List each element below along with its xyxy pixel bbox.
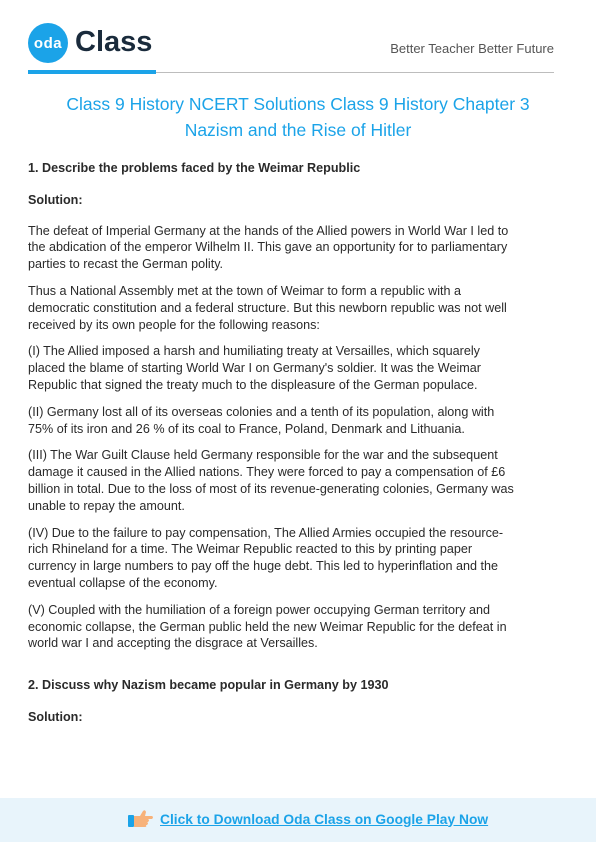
paragraph: The defeat of Imperial Germany at the hands of the Allied powers in World War I led to the abdication of the emperor Wilhelm II. This gave an opportunity for to parliamentary parties to recast the German polity. — [28, 223, 509, 272]
title-line-2: Nazism and the Rise of Hitler — [184, 120, 412, 140]
footer-banner — [0, 798, 596, 842]
solution-label-2: Solution: — [28, 709, 83, 724]
solution-label-1: Solution: — [28, 192, 83, 207]
question-2: 2. Discuss why Nazism became popular in Germany by 1930 — [28, 678, 389, 693]
header-divider — [156, 72, 554, 73]
question-1: 1. Describe the problems faced by the Weimar Republic — [28, 161, 361, 175]
paragraph: (I) The Allied imposed a harsh and humiliating treaty at Versailles, which squarely placed the blame of starting World War I on Germany's soldier. It was the Weimar Republic that signed the treaty much to the displeasure of the German populace. — [28, 344, 481, 392]
paragraph: (III) The War Guilt Clause held Germany responsible for the war and the subsequent damage it caused in the Allied nations. They were forced to pay a compensation of £6 billion in total. Due to the loss of most of its revenue-generating colonies, Germany was unable to repay the amount. — [28, 448, 514, 513]
page-title — [30, 91, 566, 143]
download-link[interactable] — [128, 808, 488, 830]
tagline: Better Teacher Better Future — [390, 41, 554, 56]
page-header — [0, 0, 596, 80]
paragraph: Thus a National Assembly met at the town of Weimar to form a republic with a democratic constitution and a federal structure. But this newborn republic was not well received by its own people for the following reasons: — [28, 283, 507, 332]
title-line-1: Class 9 History NCERT Solutions Class 9 History Chapter 3 — [66, 94, 530, 114]
download-link-text[interactable]: Click to Download Oda Class on Google Play Now — [160, 811, 489, 827]
pointing-hand-icon — [128, 808, 154, 830]
oda-logo-icon — [28, 23, 68, 63]
paragraph: (V) Coupled with the humiliation of a foreign power occupying German territory and economic collapse, the German public held the new Weimar Republic for the defeat in world war I and accepting the disgrace at Versailles. — [28, 602, 507, 651]
logo-wordmark: Class — [75, 26, 153, 58]
document-body — [28, 160, 514, 740]
header-accent-rule — [28, 70, 156, 74]
paragraph: (IV) Due to the failure to pay compensation, The Allied Armies occupied the resource-rich Rhineland for a time. The Weimar Republic reacted to this by printing paper currency in large numbers to pay off the huge debt. This led to hyperinflation and the eventual collapse of the economy. — [28, 525, 504, 590]
logo-mark: oda — [33, 34, 63, 52]
paragraph: (II) Germany lost all of its overseas colonies and a tenth of its population, along with 75% of its iron and 26 % of its coal to France, Poland, Denmark and Lithuania. — [28, 404, 495, 436]
